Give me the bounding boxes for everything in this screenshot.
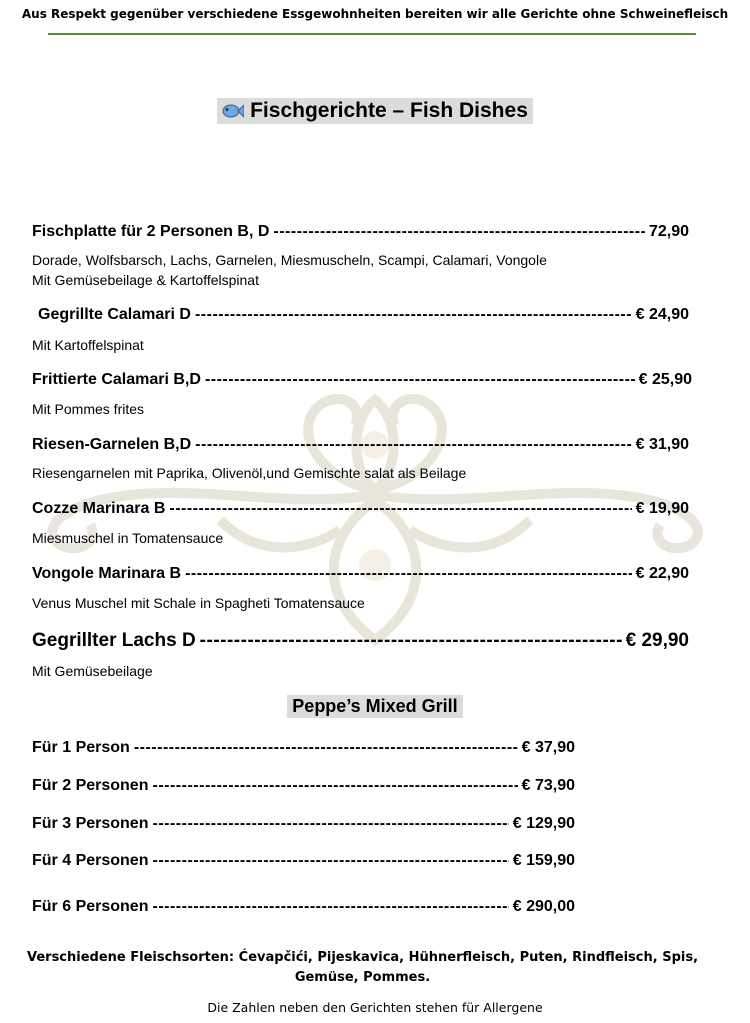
item-description xyxy=(32,463,466,483)
dot-leader xyxy=(152,852,508,870)
dot-leader xyxy=(152,898,508,916)
grill-item-6-personen xyxy=(32,898,575,916)
description-line: Riesengarnelen mit Paprika, Olivenöl,und Gemischte salat als Beilage xyxy=(32,465,467,481)
item-price: 72,90 xyxy=(648,223,689,240)
item-price: € 24,90 xyxy=(635,306,689,323)
dot-leader xyxy=(152,815,508,833)
item-description xyxy=(32,335,144,355)
grill-section-heading xyxy=(0,695,750,718)
grill-item-3-personen xyxy=(32,815,575,833)
fish-heading-text: Fischgerichte – Fish Dishes xyxy=(250,99,528,122)
item-price: € 19,90 xyxy=(635,500,689,517)
grill-item-4-personen xyxy=(32,852,575,870)
item-name: Für 3 Personen xyxy=(32,815,149,832)
item-price: € 29,90 xyxy=(625,630,689,651)
menu-item-gegrillte-calamari xyxy=(38,306,689,324)
description-line: Mit Kartoffelspinat xyxy=(32,337,144,353)
item-name: Cozze Marinara B xyxy=(32,500,166,517)
item-name: Fischplatte für 2 Personen B, D xyxy=(32,223,270,240)
dot-leader xyxy=(195,306,632,324)
item-price: € 73,90 xyxy=(521,777,575,794)
description-line: Mit Pommes frites xyxy=(32,401,145,417)
fish-icon xyxy=(222,103,244,119)
dot-leader xyxy=(169,500,631,518)
item-description xyxy=(32,250,547,290)
item-price: € 25,90 xyxy=(638,371,692,388)
item-name: Gegrillte Calamari D xyxy=(38,306,191,323)
grill-heading-text: Peppe’s Mixed Grill xyxy=(287,695,462,718)
item-price: € 129,90 xyxy=(512,815,575,832)
header-divider xyxy=(48,33,696,35)
item-name: Frittierte Calamari B,D xyxy=(32,371,201,388)
item-name: Gegrillter Lachs D xyxy=(32,630,196,651)
item-price: € 159,90 xyxy=(512,852,575,869)
pork-free-note: Aus Respekt gegenüber verschiedene Essgewohnheiten bereiten wir alle Gerichte ohne Schweinefleisch xyxy=(21,7,729,21)
grill-item-2-personen xyxy=(32,777,575,795)
description-line: Dorade, Wolfsbarsch, Lachs, Garnelen, Miesmuscheln, Scampi, Calamari, Vongole xyxy=(32,252,547,268)
description-line: Mit Gemüsebeilage xyxy=(32,663,153,679)
description-line: Miesmuschel in Tomatensauce xyxy=(32,530,224,546)
dot-leader xyxy=(200,630,622,652)
item-description xyxy=(32,528,223,548)
dot-leader xyxy=(205,371,635,389)
menu-item-frittierte-calamari xyxy=(32,371,692,389)
fish-section-heading xyxy=(0,98,750,124)
item-price: € 31,90 xyxy=(635,436,689,453)
item-description xyxy=(32,399,144,419)
item-description xyxy=(32,661,153,681)
allergen-note: Die Zahlen neben den Gerichten stehen für Allergene xyxy=(207,1000,543,1015)
menu-item-fischplatte xyxy=(32,223,689,241)
dot-leader xyxy=(195,436,631,454)
description-line: Venus Muschel mit Schale in Spagheti Tomatensauce xyxy=(32,595,365,611)
meat-varieties-note: Verschiedene Fleischsorten: Ćevapčići, Pijeskavica, Hühnerfleisch, Puten, Rindfleisch, Spis, Gemüse, Pommes. xyxy=(26,950,699,985)
item-name: Für 4 Personen xyxy=(32,852,149,869)
item-name: Riesen-Garnelen B,D xyxy=(32,436,192,453)
item-description xyxy=(32,593,365,613)
item-price: € 22,90 xyxy=(635,565,689,582)
menu-item-vongole-marinara xyxy=(32,565,689,583)
description-line: Mit Gemüsebeilage & Kartoffelspinat xyxy=(32,272,259,288)
dot-leader xyxy=(134,739,518,757)
item-name: Für 2 Personen xyxy=(32,777,149,794)
grill-item-1-person xyxy=(32,739,575,757)
item-price: € 290,00 xyxy=(512,898,575,915)
item-name: Für 6 Personen xyxy=(32,898,149,915)
dot-leader xyxy=(185,565,632,583)
menu-item-cozze-marinara xyxy=(32,500,689,518)
dot-leader xyxy=(273,223,645,241)
menu-item-riesen-garnelen xyxy=(32,436,689,454)
menu-item-gegrillter-lachs xyxy=(32,630,689,652)
dot-leader xyxy=(152,777,517,795)
item-name: Für 1 Person xyxy=(32,739,130,756)
item-price: € 37,90 xyxy=(521,739,575,756)
item-name: Vongole Marinara B xyxy=(32,565,182,582)
